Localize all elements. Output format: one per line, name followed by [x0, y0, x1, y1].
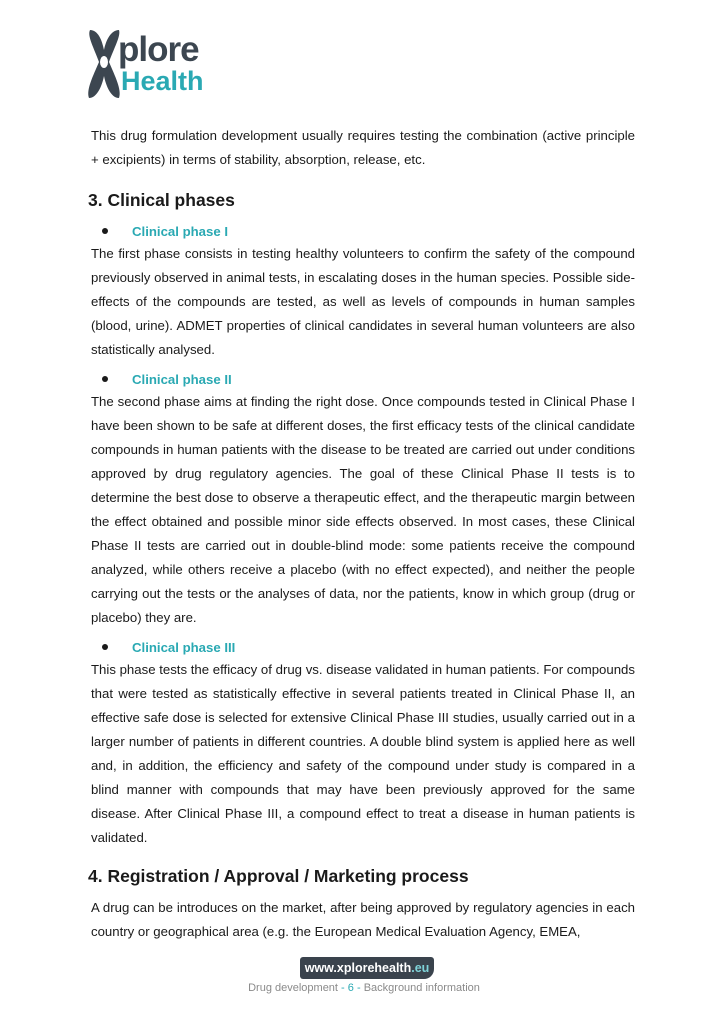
xplore-health-logo	[84, 28, 234, 100]
clinical-phase-3-label: Clinical phase III	[132, 639, 236, 655]
section-3-heading: 3. Clinical phases	[88, 190, 235, 210]
bullet-clinical-phase-3	[91, 636, 635, 658]
url-main: xplorehealth	[336, 961, 412, 975]
document-content	[88, 124, 635, 944]
page-number: 6	[347, 982, 354, 994]
section-4-text: A drug can be introduces on the market, after being approved by regulatory agencies in each country or geographical area (e.g. the European Medical Evaluation Agency, EMEA,	[91, 900, 635, 939]
footer-separator: -	[341, 982, 345, 994]
bullet-dot-icon	[102, 228, 108, 234]
clinical-phase-1-label: Clinical phase I	[132, 223, 229, 239]
footer-right-text: Background information	[363, 982, 480, 994]
intro-paragraph: This drug formulation development usually requires testing the combination (active principle + excipients) in terms of stability, absorption, release, etc.	[91, 128, 635, 167]
bullet-dot-icon	[102, 644, 108, 650]
page-footer	[0, 982, 728, 994]
footer-separator: -	[356, 982, 361, 994]
clinical-phase-2-label: Clinical phase II	[132, 371, 232, 387]
bullet-clinical-phase-1	[91, 220, 635, 242]
clinical-phase-2-text: The second phase aims at finding the right dose. Once compounds tested in Clinical Phase I have been shown to be safe at different doses, the first efficacy tests of the clinical candidate compounds in human patients with the disease to be treated are carried out under conditions approved by drug regulatory agencies. The goal of these Clinical Phase II tests is to determine the best dose to observe a therapeutic effect, and the therapeutic margin between the effect obtained and possible minor side effects observed. In most cases, these Clinical Phase II tests are carried out in double-blind mode: some patients receive the compound analyzed, while others receive a placebo (with no effect expected), and neither the people carrying out the tests or the analyses of data, nor the patients, know in which group (drug or placebo) they are.	[91, 394, 635, 625]
website-url-badge[interactable]	[300, 957, 434, 979]
clinical-phase-3-text: This phase tests the efficacy of drug vs. disease validated in human patients. For compounds that were tested as statistically effective in several patients treated in Clinical Phase II, an effective safe dose is selected for extensive Clinical Phase III studies, usually carried out in a larger number of patients in different countries. A double blind system is applied here as well and, in addition, the efficiency and safety of the compound under study is compared in a blind manner with compounds that may have been previously approved for the same disease. After Clinical Phase III, a compound effect to treat a disease in human patients is validated.	[91, 662, 635, 845]
bullet-clinical-phase-2	[91, 368, 635, 390]
bullet-dot-icon	[102, 376, 108, 382]
section-4-heading: 4. Registration / Approval / Marketing process	[88, 866, 469, 886]
logo-word-plore: plore	[118, 30, 199, 69]
logo-word-health: Health	[121, 66, 204, 96]
clinical-phase-1-text: The first phase consists in testing healthy volunteers to confirm the safety of the compound previously observed in animal tests, in escalating doses in the human species. Possible side-effects of the compounds are tested, as well as levels of compounds in human samples (blood, urine). ADMET properties of clinical candidates in several human volunteers are also statistically analysed.	[91, 246, 635, 357]
footer-left-text: Drug development	[248, 982, 338, 994]
url-suffix: .eu	[411, 961, 430, 975]
url-prefix: www.	[304, 961, 337, 975]
